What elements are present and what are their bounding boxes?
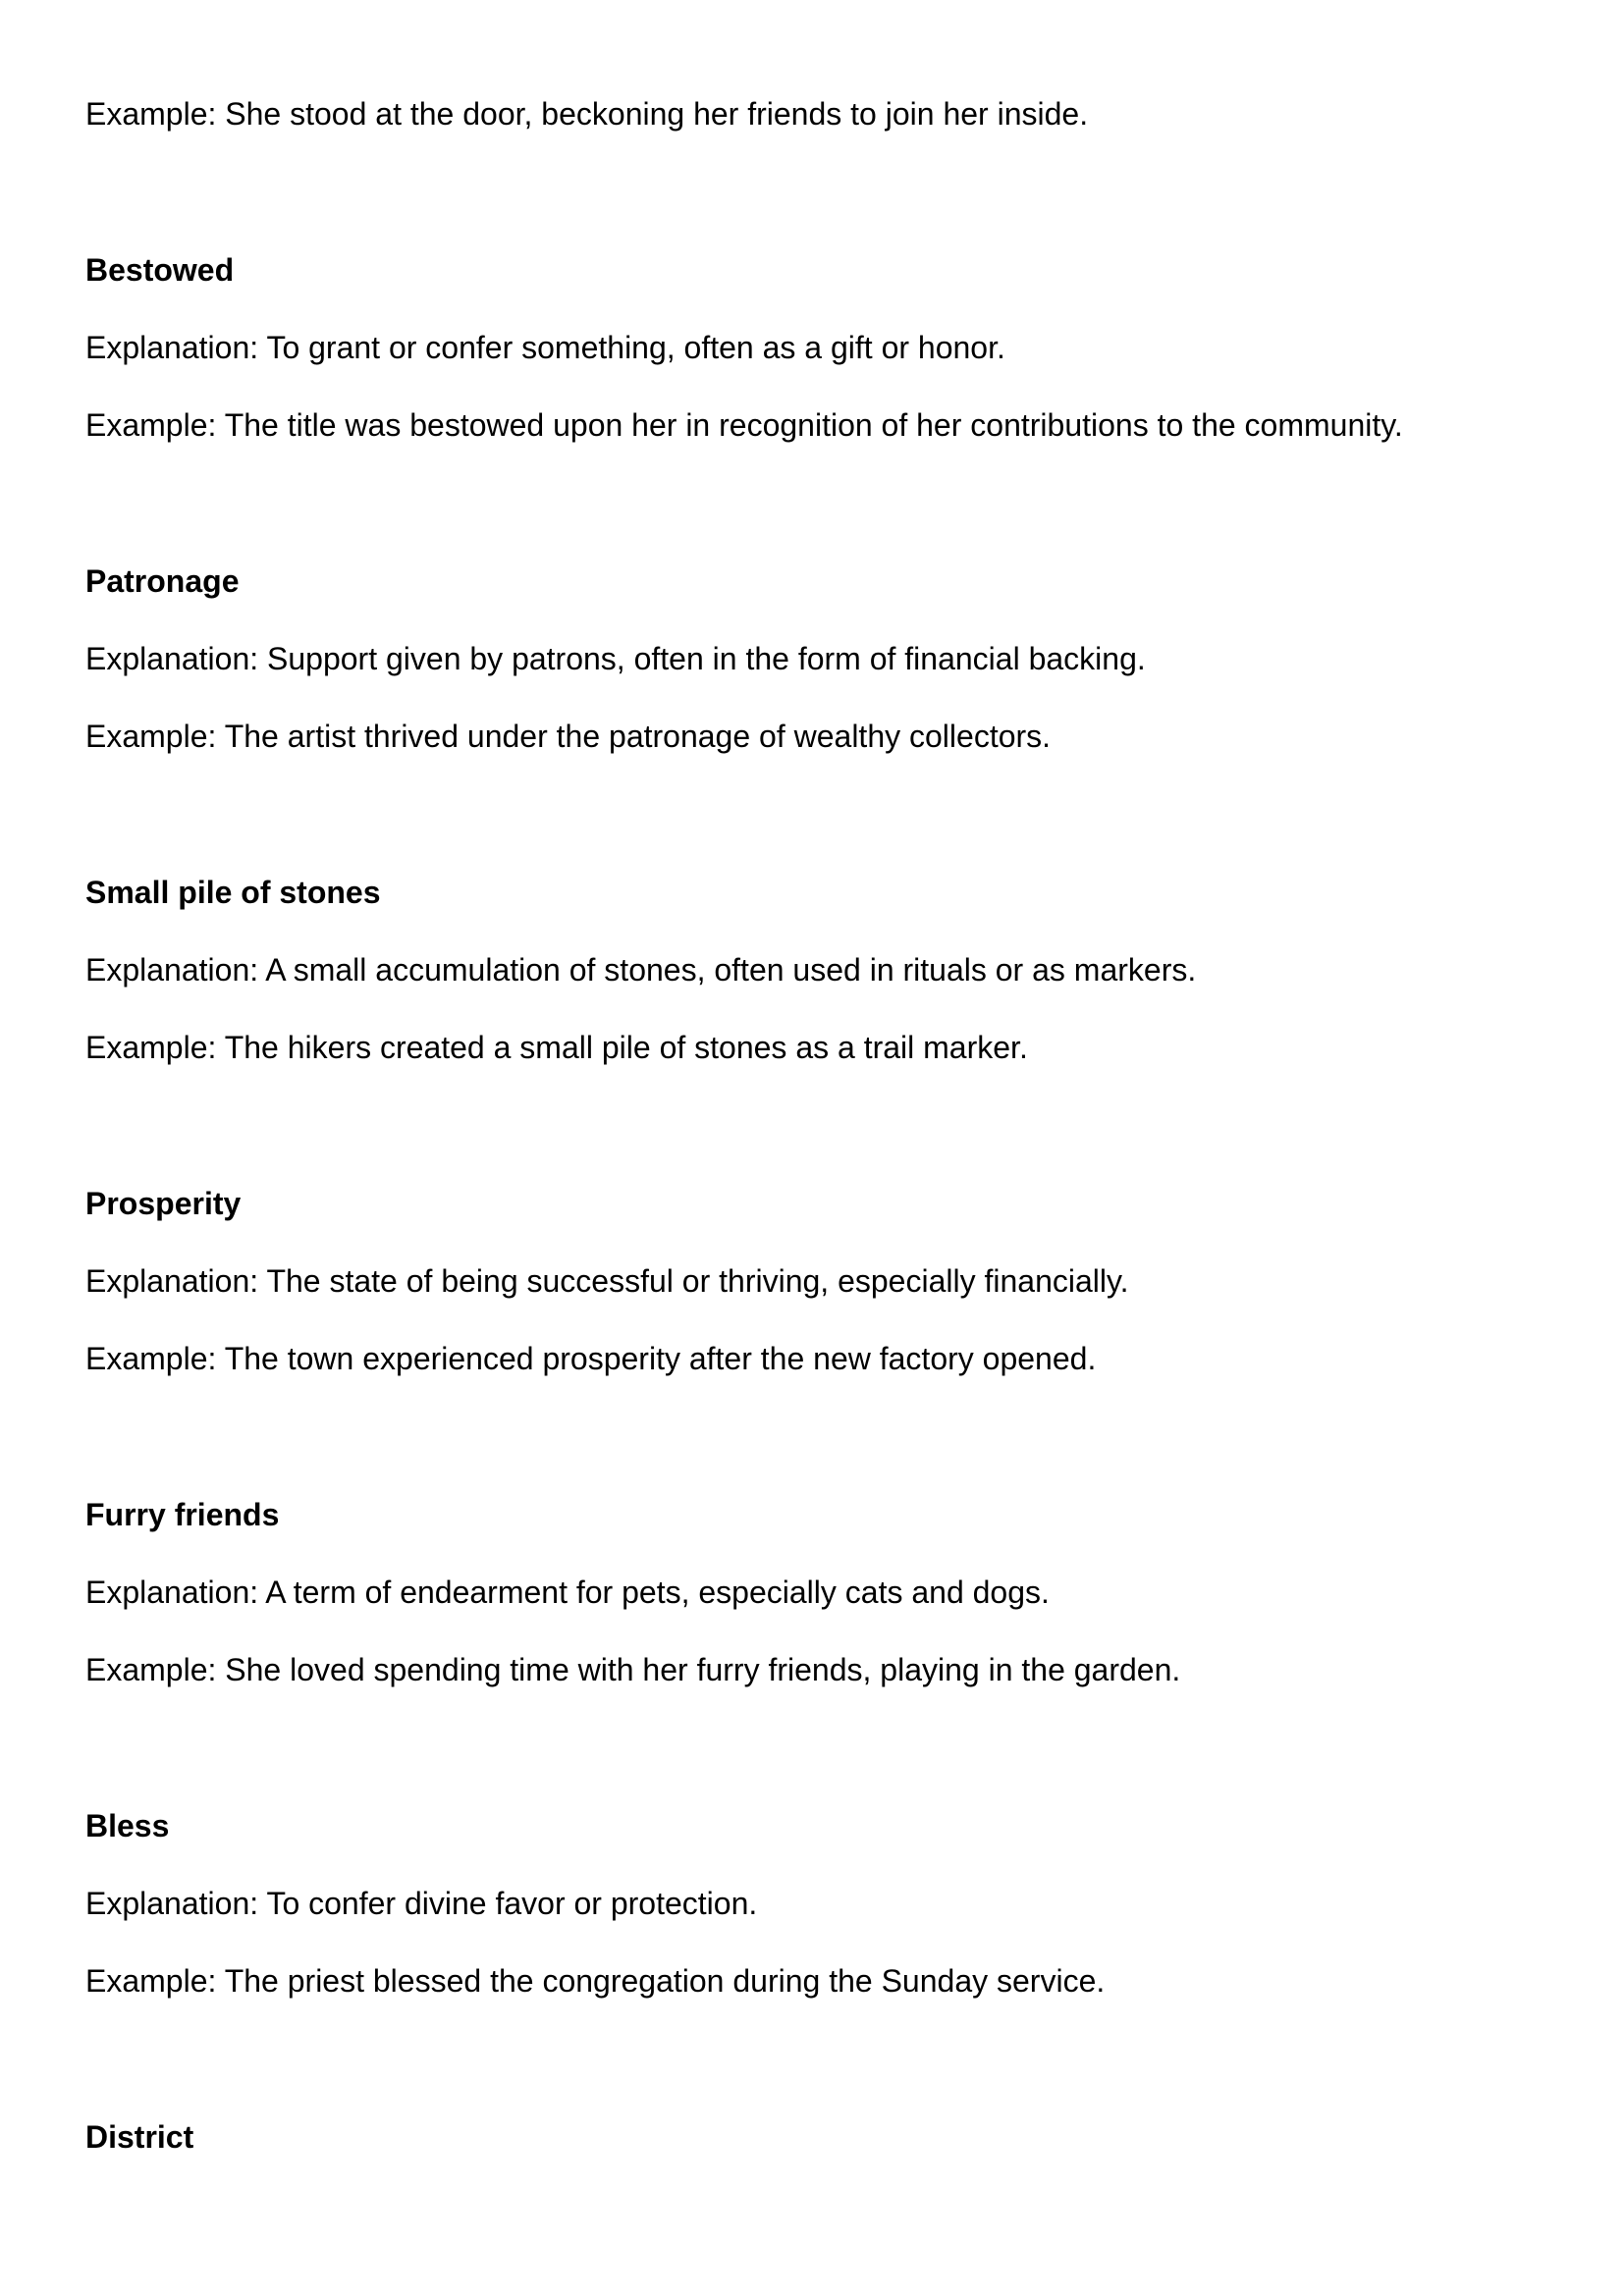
entry-explanation-bestowed: Explanation: To grant or confer something, often as a gift or honor. bbox=[85, 330, 1005, 365]
entry-term-bestowed: Bestowed bbox=[85, 252, 235, 288]
entry-term-furry-friends: Furry friends bbox=[85, 1497, 280, 1532]
entry-explanation-furry-friends: Explanation: A term of endearment for pets, especially cats and dogs. bbox=[85, 1575, 1050, 1610]
entry-example-prosperity: Example: The town experienced prosperity after the new factory opened. bbox=[85, 1341, 1097, 1376]
entry-term-small-pile-of-stones: Small pile of stones bbox=[85, 875, 381, 910]
entry-example-furry-friends: Example: She loved spending time with her furry friends, playing in the garden. bbox=[85, 1652, 1181, 1687]
entry-explanation-prosperity: Explanation: The state of being successful or thriving, especially financially. bbox=[85, 1263, 1129, 1299]
entry-explanation-bless: Explanation: To confer divine favor or protection. bbox=[85, 1886, 758, 1921]
entry-term-patronage: Patronage bbox=[85, 563, 240, 599]
entry-explanation-patronage: Explanation: Support given by patrons, often in the form of financial backing. bbox=[85, 641, 1146, 676]
entry-example-bestowed: Example: The title was bestowed upon her in recognition of her contributions to the community. bbox=[85, 407, 1403, 443]
entry-example-patronage: Example: The artist thrived under the patronage of wealthy collectors. bbox=[85, 719, 1052, 754]
entry-term-bless: Bless bbox=[85, 1808, 170, 1843]
entry-explanation-small-pile-of-stones: Explanation: A small accumulation of stones, often used in rituals or as markers. bbox=[85, 952, 1197, 988]
lead-example: Example: She stood at the door, beckoning her friends to join her inside. bbox=[85, 96, 1089, 132]
entry-example-small-pile-of-stones: Example: The hikers created a small pile of stones as a trail marker. bbox=[85, 1030, 1028, 1065]
entry-example-bless: Example: The priest blessed the congregation during the Sunday service. bbox=[85, 1963, 1106, 1999]
entry-term-district: District bbox=[85, 2119, 194, 2155]
entry-term-prosperity: Prosperity bbox=[85, 1186, 242, 1221]
